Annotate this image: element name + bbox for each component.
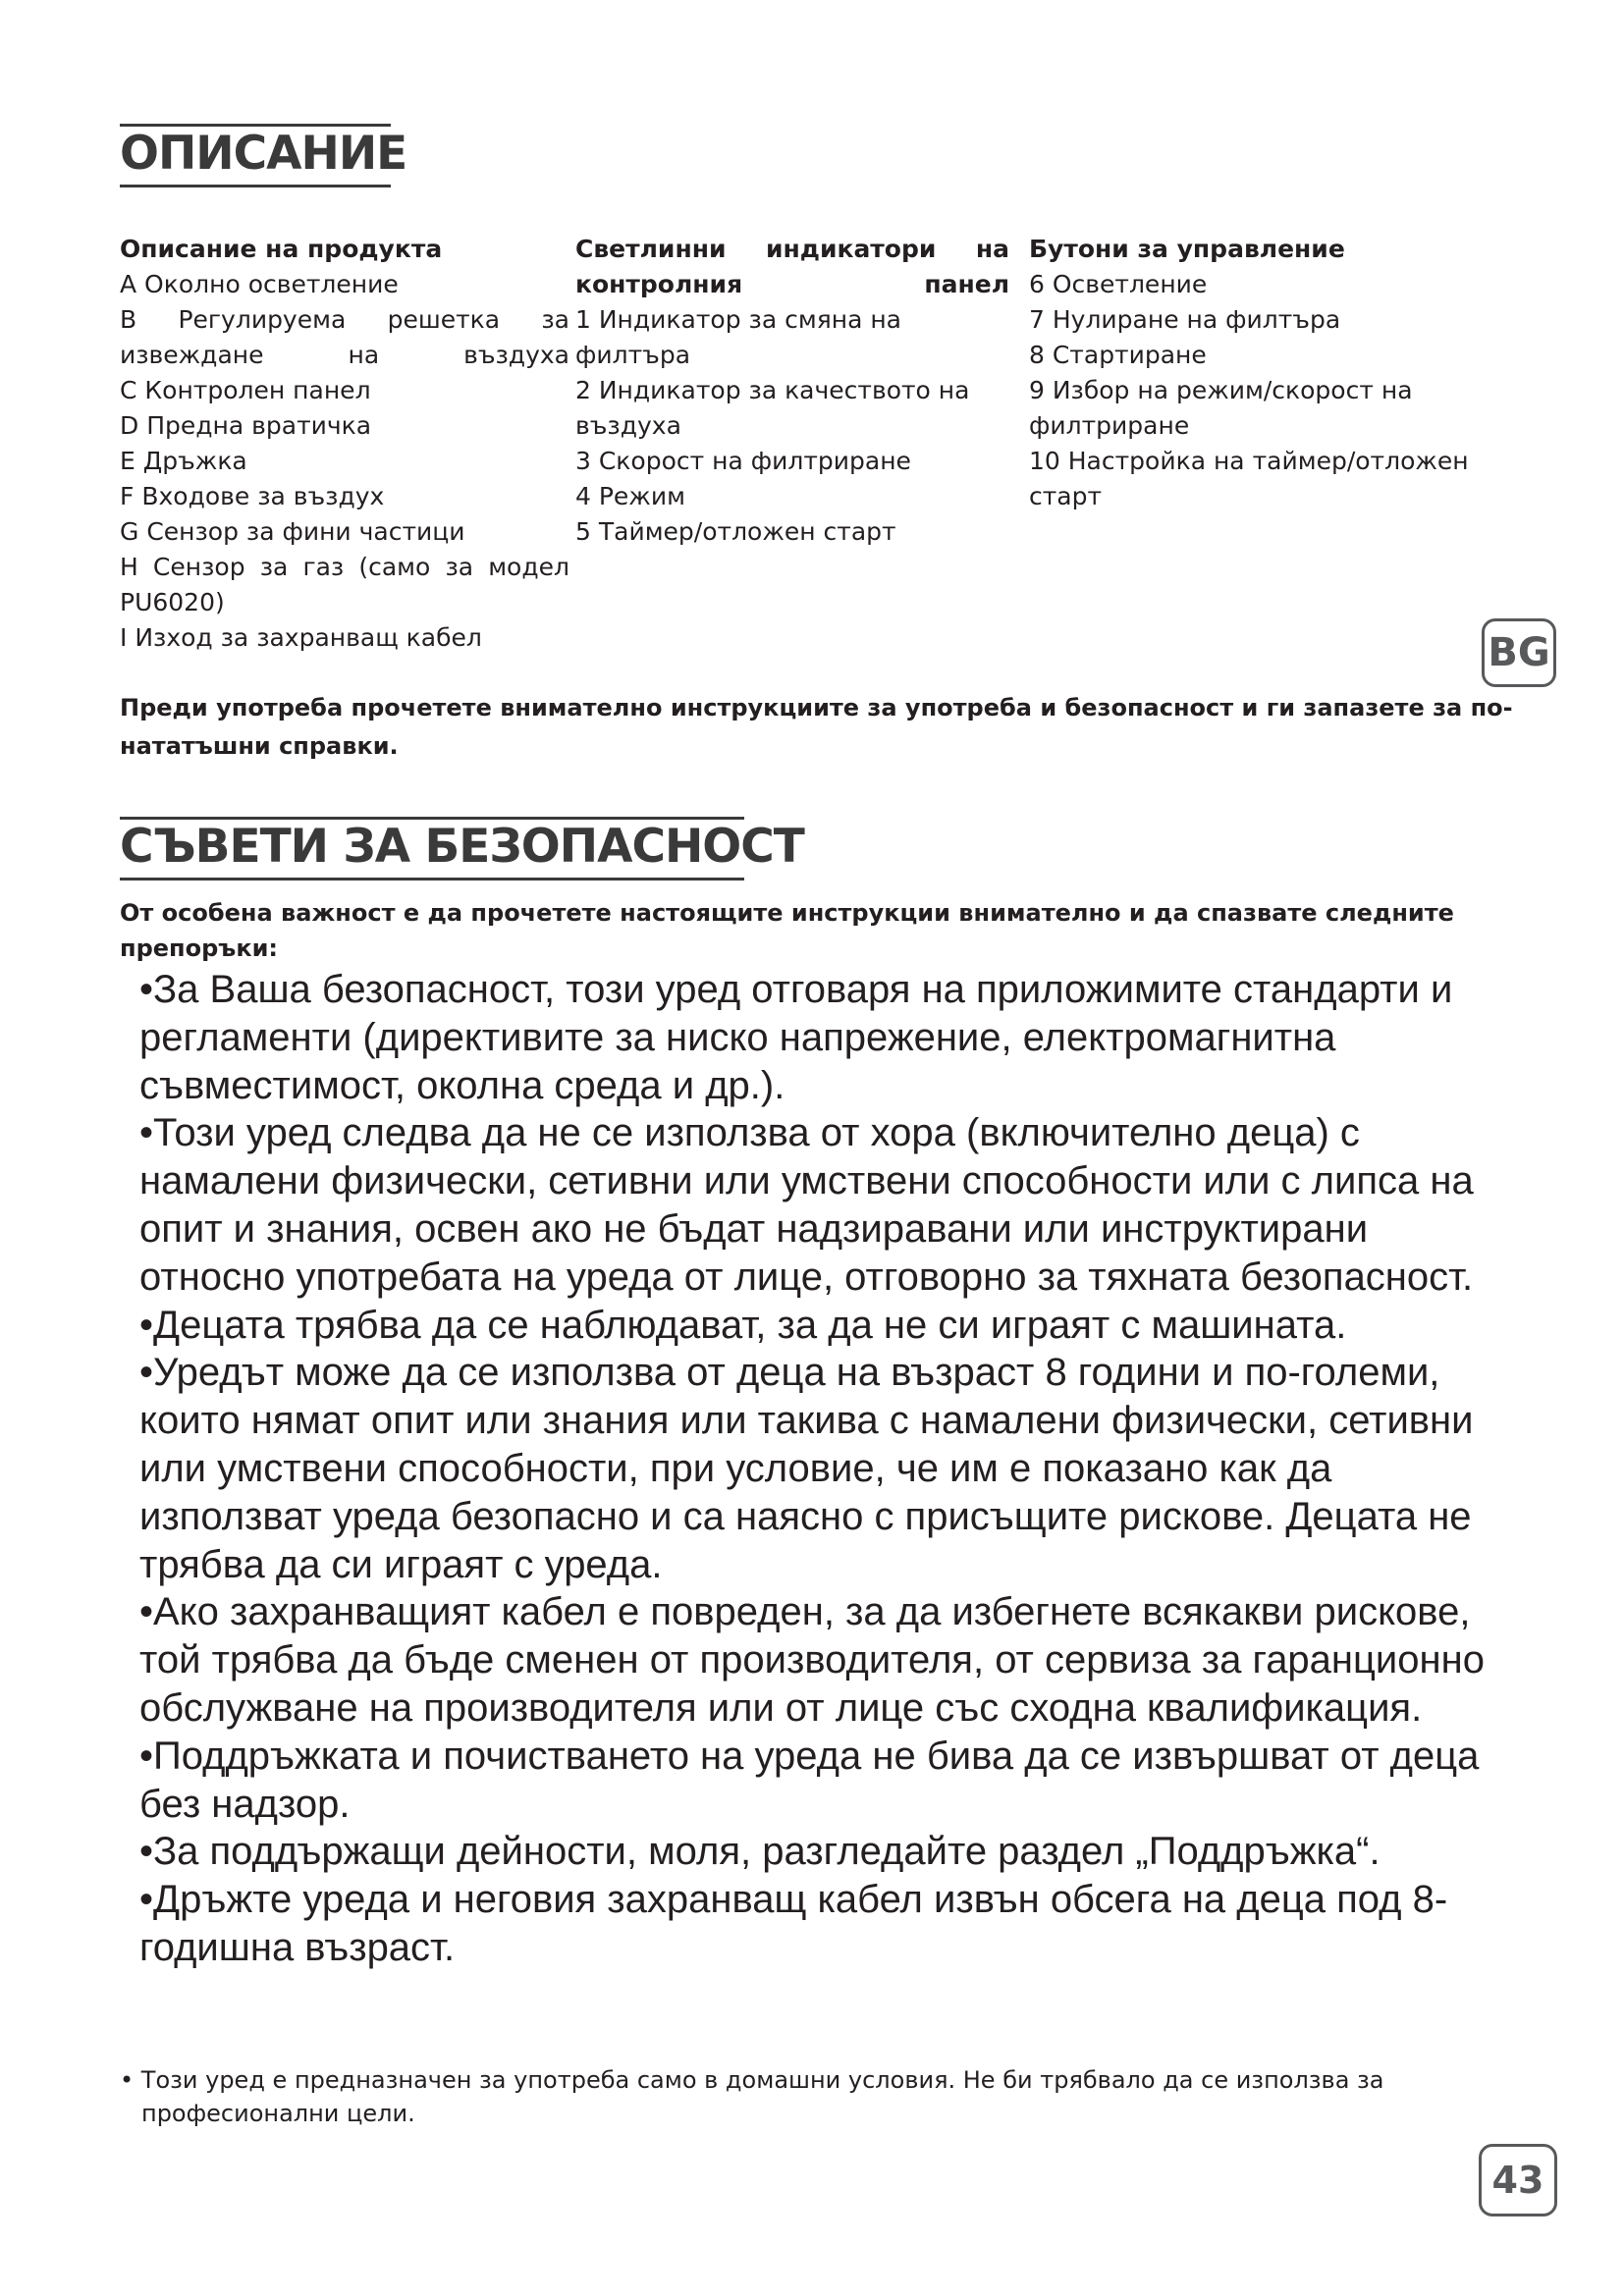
indicators-heading: Светлинни индикатори на контролния панел bbox=[575, 235, 1009, 298]
product-item-d: D Предна вратичка bbox=[120, 411, 372, 440]
button-item-10: 10 Настройка на таймер/отложен старт bbox=[1029, 447, 1469, 510]
buttons-column bbox=[1029, 232, 1490, 514]
safety-item: •Този уред следва да не се използва от хора (включително деца) с намалени физически, сетивни или умствени способности или с липса на опит и знания, освен ако не бъдат надзиравани или инструктирани относно употребата на уреда от лице, отговорно за тяхната безопасност. bbox=[139, 1111, 1474, 1299]
safety-item: •Дръжте уреда и неговия захранващ кабел извън обсега на деца под 8-годишна възраст. bbox=[139, 1878, 1448, 1969]
button-item-6: 6 Осветление bbox=[1029, 270, 1208, 298]
safety-item: •Уредът може да се използва от деца на възраст 8 години и по-големи, които нямат опит или знания или такива с намалени физически, сетивни или умствени способности, при условие, че им е показано как да използват уреда безопасно и са наясно с присъщите рискове. Децата не трябва да си играят с уреда. bbox=[139, 1351, 1474, 1586]
safety-item: •Ако захранващият кабел е повреден, за да избегнете всякакви рискове, той трябва да бъде сменен от производителя, от сервиза за гаранционно обслужване на производителя или от лице със сходна квалификация. bbox=[139, 1590, 1485, 1730]
button-item-9: 9 Избор на режим/скорост на филтриране bbox=[1029, 376, 1413, 440]
indicator-item-1: 1 Индикатор за смяна на филтъра bbox=[575, 305, 902, 369]
page-number: 43 bbox=[1479, 2144, 1557, 2216]
button-item-8: 8 Стартиране bbox=[1029, 341, 1207, 369]
buttons-heading: Бутони за управление bbox=[1029, 235, 1345, 263]
safety-list bbox=[139, 966, 1514, 1972]
safety-item: •За поддържащи дейности, моля, разгледайте раздел „Поддръжка“. bbox=[139, 1830, 1380, 1874]
safety-item: •Децата трябва да се наблюдават, за да не си играят с машината. bbox=[139, 1303, 1347, 1347]
section-title-description: ОПИСАНИЕ bbox=[120, 127, 407, 181]
safety-item: •За Ваша безопасност, този уред отговаря на приложимите стандарти и регламенти (директивите за ниско напрежение, електромагнитна съвместимост, околна среда и др.). bbox=[139, 968, 1453, 1107]
indicator-item-3: 3 Скорост на филтриране bbox=[575, 447, 911, 475]
indicator-item-4: 4 Режим bbox=[575, 482, 685, 510]
indicator-item-5: 5 Таймер/отложен старт bbox=[575, 517, 896, 546]
product-item-c: C Контролен панел bbox=[120, 376, 371, 404]
product-item-b: B Регулируема решетка за извеждане на въздуха bbox=[120, 305, 569, 369]
product-item-h: H Сензор за газ (само за модел PU6020) bbox=[120, 553, 569, 616]
read-instructions-note: Преди употреба прочетете внимателно инструкциите за употреба и безопасност и ги запазете за по-нататъшни справки. bbox=[120, 694, 1513, 760]
product-item-g: G Сензор за фини частици bbox=[120, 517, 465, 546]
product-description-heading: Описание на продукта bbox=[120, 235, 443, 263]
product-item-i: I Изход за захранващ кабел bbox=[120, 623, 482, 652]
product-item-e: E Дръжка bbox=[120, 447, 247, 475]
language-badge: BG bbox=[1482, 618, 1556, 687]
indicator-item-2: 2 Индикатор за качеството на въздуха bbox=[575, 376, 970, 440]
safety-item: •Поддръжката и почистването на уреда не бива да се извършват от деца без надзор. bbox=[139, 1734, 1480, 1826]
indicators-column bbox=[575, 232, 1009, 550]
button-item-7: 7 Нулиране на филтъра bbox=[1029, 305, 1341, 334]
product-description-column bbox=[120, 232, 569, 656]
section-rule-bottom bbox=[120, 878, 744, 881]
household-use-note: • Този уред е предназначен за употреба само в домашни условия. Не би трябвало да се използва за професионални цели. bbox=[120, 2066, 1384, 2127]
section-rule-bottom bbox=[120, 185, 391, 187]
safety-intro: От особена важност е да прочетете настоящите инструкции внимателно и да спазвате следните препоръки: bbox=[120, 899, 1454, 962]
product-item-a: A Околно осветление bbox=[120, 270, 399, 298]
section-title-safety: СЪВЕТИ ЗА БЕЗОПАСНОСТ bbox=[120, 820, 804, 874]
product-item-f: F Входове за въздух bbox=[120, 482, 385, 510]
